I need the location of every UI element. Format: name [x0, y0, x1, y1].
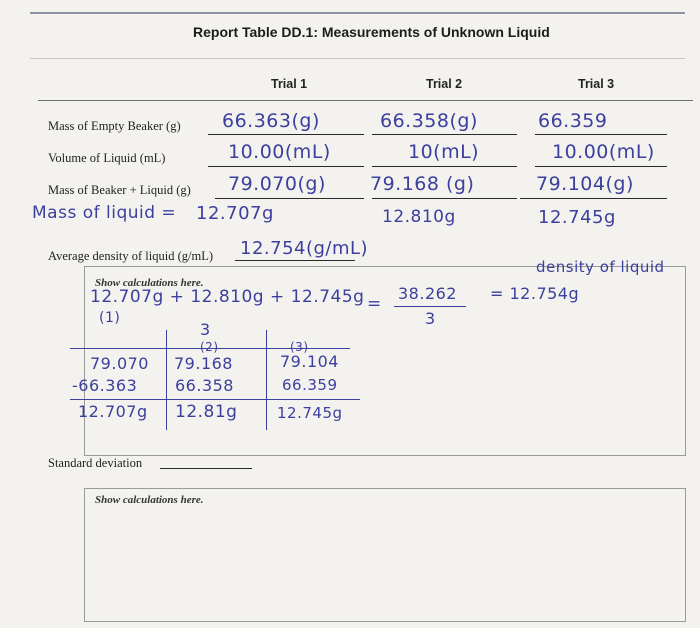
underline-empty-1: [208, 134, 364, 135]
report-title: Report Table DD.1: Measurements of Unknown Liquid: [193, 24, 550, 40]
density-note: density of liquid: [536, 258, 665, 276]
empty-beaker-trial-3: 66.359: [538, 110, 608, 132]
beaker-liquid-trial-3: 79.104(g): [536, 173, 634, 195]
underline-volume-1: [208, 166, 364, 167]
underline-avg-density: [235, 260, 355, 261]
three-label: 3: [200, 320, 211, 339]
t2-gross: 79.168: [174, 354, 233, 373]
calc-grid-subtotal: [70, 399, 360, 400]
std-dev-calc-label: Show calculations here.: [95, 494, 204, 506]
underline-beaker-liquid-2: [372, 198, 517, 199]
underline-volume-2: [372, 166, 517, 167]
mass-liquid-trial-3: 12.745g: [538, 207, 616, 228]
calc-equals: =: [367, 294, 382, 314]
calc-label: Show calculations here.: [95, 277, 204, 289]
std-dev-calc-box: [84, 488, 686, 622]
t1-tare: -66.363: [72, 376, 138, 395]
paren-1: (1): [99, 310, 121, 326]
t2-net: 12.81g: [175, 402, 238, 422]
calc-sum-line: 12.707g + 12.810g + 12.745g: [90, 287, 365, 307]
header-divider: [38, 100, 693, 101]
paren-3: (3): [290, 340, 309, 354]
mass-liquid-trial-1: 12.707g: [196, 203, 274, 224]
calc-grid-line-1: [166, 330, 167, 430]
underline-volume-3: [535, 166, 667, 167]
t3-tare: 66.359: [282, 376, 338, 394]
volume-trial-1: 10.00(mL): [228, 141, 331, 163]
t3-net: 12.745g: [277, 404, 343, 422]
label-std-dev: Standard deviation: [48, 456, 143, 470]
volume-trial-3: 10.00(mL): [552, 141, 655, 163]
underline-std-dev: [160, 468, 252, 469]
label-volume: Volume of Liquid (mL): [48, 151, 166, 165]
header-trial-2: Trial 2: [426, 77, 463, 91]
beaker-liquid-trial-1: 79.070(g): [228, 173, 326, 195]
calc-result: = 12.754g: [490, 284, 580, 303]
calc-grid-top: [70, 348, 350, 349]
label-mass-liquid: Mass of liquid =: [32, 203, 177, 223]
calc-numerator: 38.262: [398, 284, 457, 303]
label-empty-beaker: Mass of Empty Beaker (g): [48, 119, 181, 133]
underline-beaker-liquid-1: [215, 198, 364, 199]
t2-tare: 66.358: [175, 376, 234, 395]
avg-density-value: 12.754(g/mL): [240, 238, 369, 259]
underline-beaker-liquid-3: [520, 198, 667, 199]
label-avg-density: Average density of liquid (g/mL): [48, 249, 214, 263]
top-divider: [30, 12, 685, 14]
fraction-bar: [394, 306, 466, 307]
header-trial-1: Trial 1: [271, 77, 308, 91]
beaker-liquid-trial-2: 79.168 (g): [370, 173, 475, 195]
t1-net: 12.707g: [78, 402, 148, 421]
underline-empty-2: [372, 134, 517, 135]
mass-liquid-trial-2: 12.810g: [382, 207, 456, 227]
t1-gross: 79.070: [90, 354, 149, 373]
volume-trial-2: 10(mL): [408, 141, 480, 163]
calc-denominator: 3: [425, 309, 436, 328]
label-beaker-liquid: Mass of Beaker + Liquid (g): [48, 183, 191, 197]
header-trial-3: Trial 3: [578, 77, 615, 91]
underline-empty-3: [535, 134, 667, 135]
title-divider: [30, 58, 685, 59]
calc-grid-line-2: [266, 330, 267, 430]
paren-2: (2): [200, 340, 219, 354]
empty-beaker-trial-1: 66.363(g): [222, 110, 320, 132]
empty-beaker-trial-2: 66.358(g): [380, 110, 478, 132]
t3-gross: 79.104: [280, 352, 339, 371]
